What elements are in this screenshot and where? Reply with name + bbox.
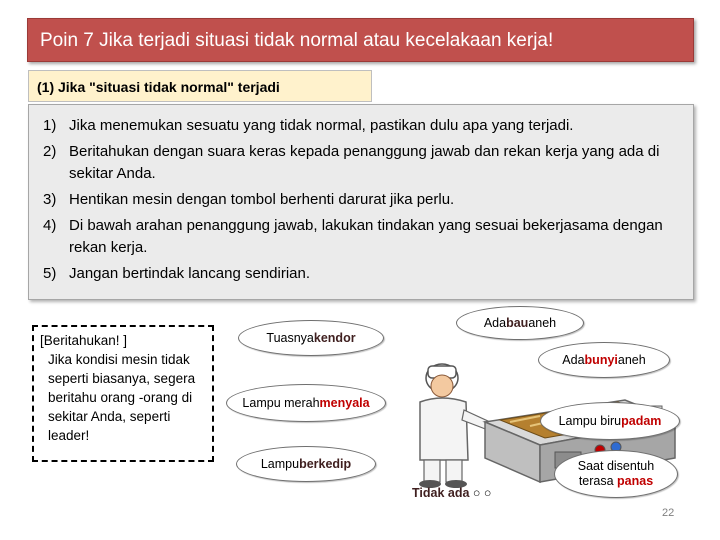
callout-red-lamp-on: [226, 384, 386, 422]
callout-text: Lampu biru: [558, 413, 622, 428]
page-number: 22: [662, 507, 675, 519]
list-text: Di bawah arahan penanggung jawab, lakukan tindakan yang sesuai bekerjasama dengan rekan kerja.: [69, 217, 663, 256]
callout-blue-lamp-off: [540, 402, 680, 440]
list-item: [43, 189, 683, 211]
list-text: Beritahukan dengan suara keras kepada penanggung jawab dan rekan kerja yang ada di sekitar Anda.: [69, 143, 660, 182]
list-text: Jangan bertindak lancang sendirian.: [69, 265, 311, 282]
label-highlight: Tidak ada: [412, 486, 470, 500]
notify-note-box: [32, 325, 214, 462]
callout-text: aneh: [528, 315, 557, 330]
list-number: 4): [43, 217, 57, 234]
callout-strange-noise: [538, 342, 670, 378]
callout-text: Ada: [483, 315, 507, 330]
note-body: Jika kondisi mesin tidak seperti biasanya, segera beritahu orang -orang di sekitar Anda, seperti leader!: [48, 352, 196, 443]
list-number: 3): [43, 191, 57, 208]
list-text: Jika menemukan sesuatu yang tidak normal, pastikan dulu apa yang terjadi.: [69, 117, 574, 134]
callout-text: Saat disentuh: [577, 459, 655, 473]
list-item: [43, 263, 683, 285]
section-subtitle: (1) Jika "situasi tidak normal" terjadi: [28, 70, 372, 102]
callout-text: aneh: [617, 352, 646, 367]
callout-text: Lampu: [260, 456, 300, 471]
callout-text: terasa: [578, 474, 618, 488]
callout-highlight: kendor: [313, 330, 356, 345]
list-text: Hentikan mesin dengan tombol berhenti darurat jika perlu.: [69, 191, 455, 208]
note-heading: [Beritahukan! ]: [40, 333, 128, 348]
list-item: [43, 115, 683, 137]
steps-list: [28, 104, 694, 300]
list-number: 2): [43, 143, 57, 160]
callout-strange-smell: [456, 306, 584, 340]
worker-figure: [419, 364, 490, 488]
label-missing-item: [412, 486, 491, 500]
callout-text: Tuasnya: [266, 330, 314, 345]
callout-highlight: menyala: [319, 395, 370, 410]
slide-title: Poin 7 Jika terjadi situasi tidak normal atau kecelakaan kerja!: [27, 18, 694, 62]
callout-highlight: bunyi: [584, 352, 618, 367]
callout-highlight: berkedip: [299, 456, 352, 471]
callout-highlight: padam: [621, 413, 662, 428]
list-number: 5): [43, 265, 57, 282]
list-item: [43, 141, 683, 185]
callout-text: Lampu merah: [242, 395, 320, 410]
label-text: ○ ○: [469, 486, 492, 500]
callout-text: Ada: [562, 352, 585, 367]
callout-highlight: panas: [617, 474, 654, 488]
list-item: [43, 215, 683, 259]
callout-hot-to-touch: [554, 450, 678, 498]
list-number: 1): [43, 117, 57, 134]
callout-highlight: bau: [506, 315, 529, 330]
callout-lamp-blinking: [236, 446, 376, 482]
callout-lever-loose: [238, 320, 384, 356]
